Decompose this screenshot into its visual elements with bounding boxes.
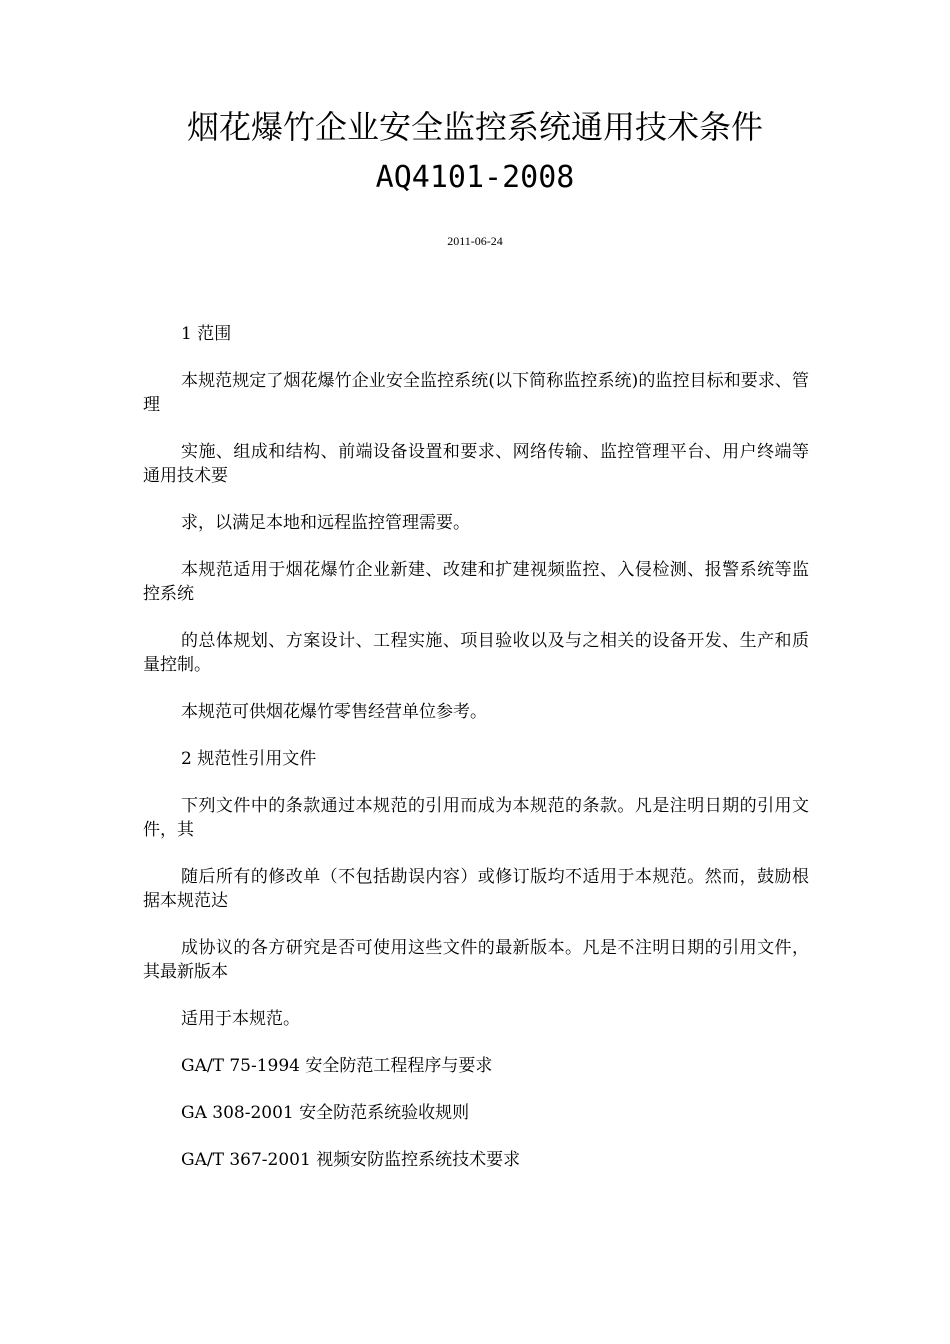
section-heading-scope: 1 范围 <box>181 324 232 344</box>
paragraph: 求，以满足本地和远程监控管理需要。 <box>181 513 470 533</box>
paragraph: 实施、组成和结构、前端设备设置和要求、网络传输、监控管理平台、用户终端等通用技术要 <box>143 442 809 486</box>
paragraph: 随后所有的修改单（不包括勘误内容）或修订版均不适用于本规范。然而，鼓励根据本规范达 <box>143 867 809 911</box>
paragraph: 本规范可供烟花爆竹零售经营单位参考。 <box>181 702 487 722</box>
reference-item: GA 308-2001 安全防范系统验收规则 <box>181 1103 470 1123</box>
document-title: 烟花爆竹企业安全监控系统通用技术条件 <box>186 108 763 146</box>
publish-date: 2011-06-24 <box>447 234 503 248</box>
paragraph: 下列文件中的条款通过本规范的引用而成为本规范的条款。凡是注明日期的引用文件，其 <box>143 796 809 840</box>
paragraph: 本规范适用于烟花爆竹企业新建、改建和扩建视频监控、入侵检测、报警系统等监控系统 <box>143 560 809 604</box>
document-body <box>143 322 809 1195</box>
paragraph: 适用于本规范。 <box>181 1009 300 1029</box>
paragraph: 本规范规定了烟花爆竹企业安全监控系统(以下简称监控系统)的监控目标和要求、管理 <box>143 371 809 415</box>
standard-number: AQ4101-2008 <box>375 160 575 195</box>
paragraph: 成协议的各方研究是否可使用这些文件的最新版本。凡是不注明日期的引用文件，其最新版本 <box>143 938 809 982</box>
section-heading-normative-references: 2 规范性引用文件 <box>181 749 317 769</box>
paragraph: 的总体规划、方案设计、工程实施、项目验收以及与之相关的设备开发、生产和质量控制。 <box>143 631 809 675</box>
reference-item: GA/T 75-1994 安全防范工程程序与要求 <box>181 1056 493 1076</box>
reference-item: GA/T 367-2001 视频安防监控系统技术要求 <box>181 1150 521 1170</box>
